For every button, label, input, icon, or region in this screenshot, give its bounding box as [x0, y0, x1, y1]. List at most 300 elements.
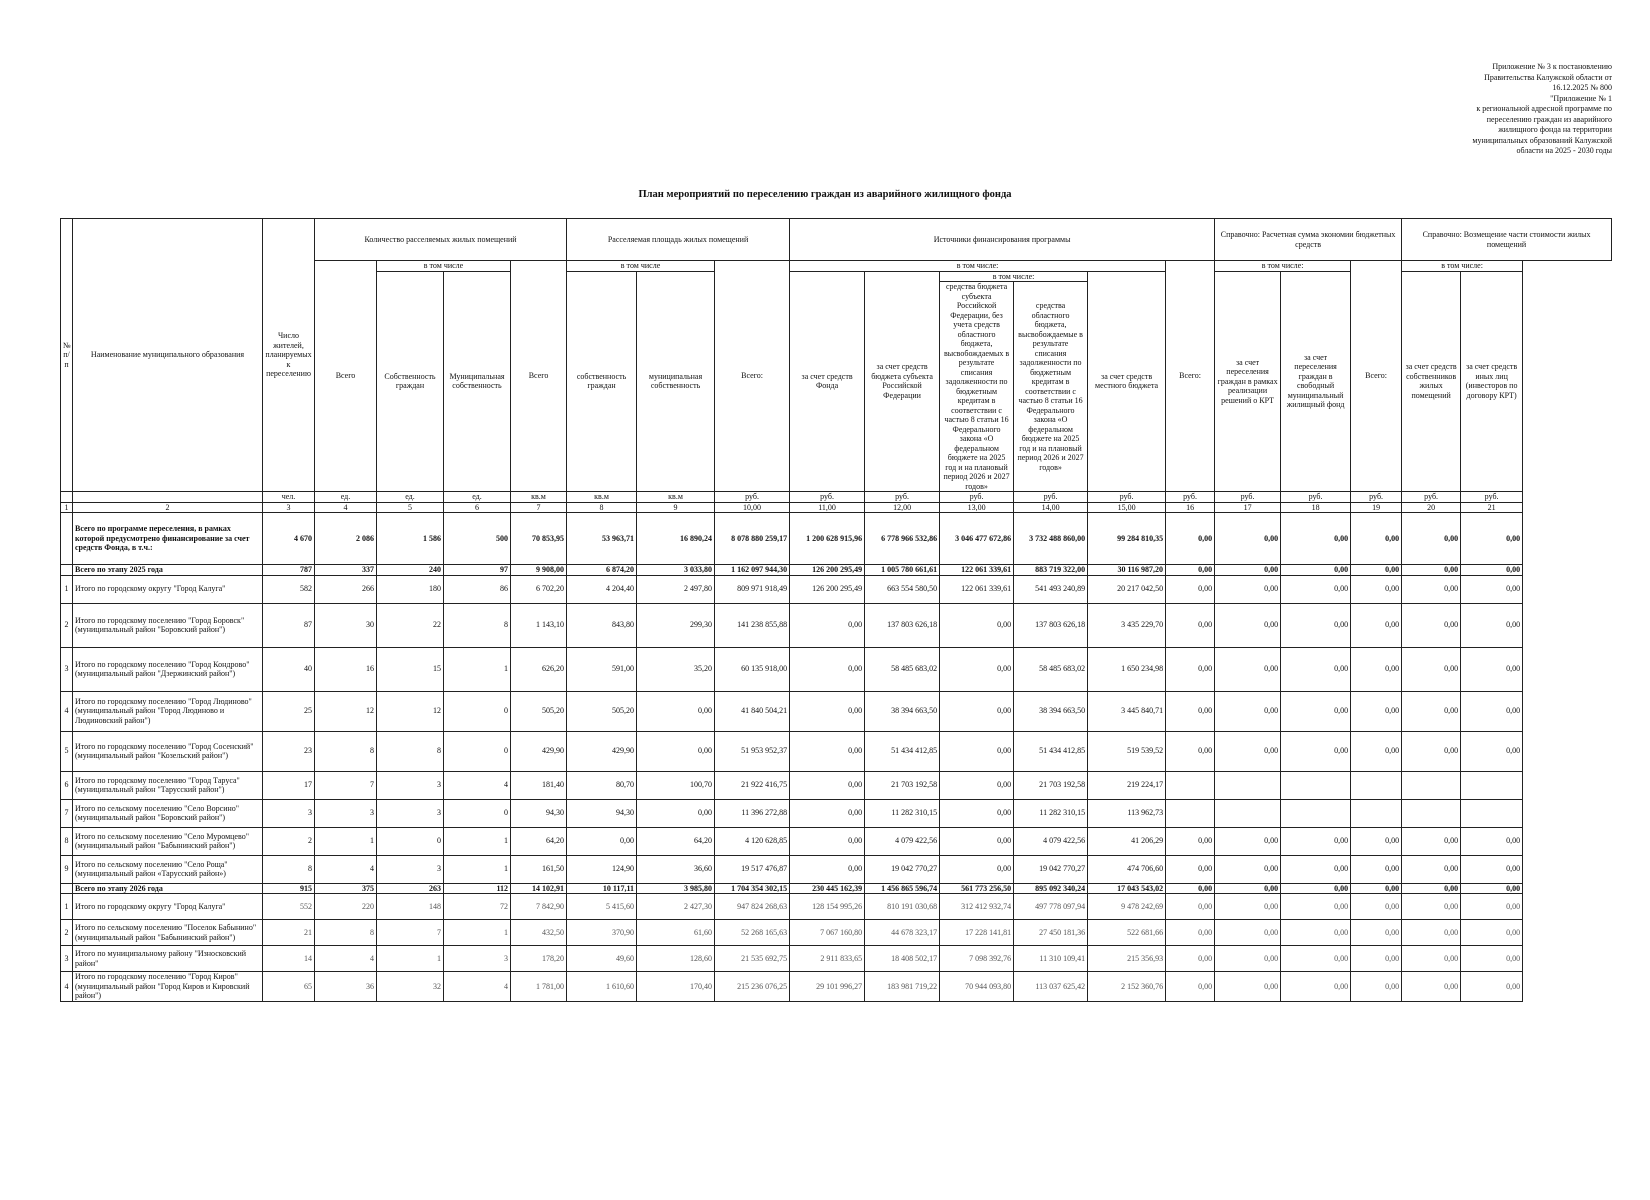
value-cell [1281, 799, 1351, 827]
row-number: 4 [61, 972, 73, 1002]
value-cell: 843,80 [567, 603, 637, 647]
value-cell: 1 143,10 [511, 603, 567, 647]
header-comp1: за счет средств собственников жилых помещений [1402, 271, 1461, 492]
unit-cell: руб. [865, 492, 940, 503]
value-cell: 4 [315, 855, 377, 883]
value-cell: 4 [444, 972, 511, 1002]
value-cell: 3 [444, 946, 511, 972]
value-cell: 3 435 229,70 [1088, 603, 1166, 647]
value-cell: 4 670 [263, 513, 315, 565]
table-row [61, 771, 1612, 799]
value-cell: 65 [263, 972, 315, 1002]
value-cell: 787 [263, 565, 315, 576]
header-fed-incl: в том числе: [940, 271, 1088, 282]
value-cell: 38 394 663,50 [865, 691, 940, 731]
value-cell: 51 434 412,85 [865, 731, 940, 771]
value-cell: 0,00 [1215, 972, 1281, 1002]
value-cell: 15 [377, 647, 444, 691]
value-cell: 1 781,00 [511, 972, 567, 1002]
value-cell [1351, 799, 1402, 827]
value-cell: 36 [315, 972, 377, 1002]
value-cell: 0,00 [1281, 894, 1351, 920]
table-row [61, 946, 1612, 972]
value-cell: 22 [377, 603, 444, 647]
value-cell: 4 079 422,56 [1014, 827, 1088, 855]
value-cell: 70 853,95 [511, 513, 567, 565]
appendix-line: к региональной адресной программе по [1476, 104, 1612, 113]
table-row [61, 799, 1612, 827]
unit-cell: руб. [1215, 492, 1281, 503]
value-cell: 4 [315, 946, 377, 972]
value-cell: 97 [444, 565, 511, 576]
header-qty-group: Количество расселяемых жилых помещений [315, 219, 567, 261]
unit-cell: ед. [444, 492, 511, 503]
value-cell: 60 135 918,00 [715, 647, 790, 691]
value-cell: 17 043 543,02 [1088, 883, 1166, 894]
appendix-line: жилищного фонда на территории [1498, 125, 1612, 134]
value-cell: 0 [444, 731, 511, 771]
value-cell: 122 061 339,61 [940, 565, 1014, 576]
column-number-cell: 2 [73, 502, 263, 513]
column-number-cell: 7 [511, 502, 567, 513]
value-cell: 9 908,00 [511, 565, 567, 576]
unit-cell: кв.м [637, 492, 715, 503]
value-cell: 8 [263, 855, 315, 883]
value-cell: 183 981 719,22 [865, 972, 940, 1002]
value-cell: 0,00 [1281, 731, 1351, 771]
value-cell: 0,00 [1215, 603, 1281, 647]
value-cell: 64,20 [637, 827, 715, 855]
value-cell: 0 [444, 691, 511, 731]
column-number-cell: 18 [1281, 502, 1351, 513]
municipality-name: Итого по городскому поселению "Город Сосенский" (муниципальный район "Козельский район") [73, 731, 263, 771]
header-comp-incl: в том числе: [1402, 261, 1523, 272]
value-cell: 1 005 780 661,61 [865, 565, 940, 576]
value-cell: 0,00 [1461, 972, 1523, 1002]
value-cell: 0,00 [1215, 691, 1281, 731]
header-fund: за счет средств Фонда [790, 271, 865, 492]
value-cell: 137 803 626,18 [865, 603, 940, 647]
value-cell: 8 [315, 920, 377, 946]
value-cell: 29 101 996,27 [790, 972, 865, 1002]
value-cell: 220 [315, 894, 377, 920]
header-qty-incl: в том числе [377, 261, 511, 272]
value-cell: 0,00 [1166, 647, 1215, 691]
value-cell: 0,00 [1281, 972, 1351, 1002]
header-residents: Число жителей, планируемых к переселению [263, 219, 315, 492]
value-cell: 0,00 [940, 855, 1014, 883]
value-cell: 0,00 [940, 691, 1014, 731]
row-number: 9 [61, 855, 73, 883]
value-cell: 94,30 [511, 799, 567, 827]
value-cell: 0,00 [1351, 691, 1402, 731]
value-cell: 0,00 [1215, 565, 1281, 576]
value-cell: 0,00 [940, 771, 1014, 799]
unit-cell: ед. [377, 492, 444, 503]
row-number: 1 [61, 894, 73, 920]
value-cell: 87 [263, 603, 315, 647]
value-cell [1166, 799, 1215, 827]
value-cell: 0,00 [790, 855, 865, 883]
value-cell: 14 [263, 946, 315, 972]
value-cell: 1 [377, 946, 444, 972]
table-row [61, 972, 1612, 1002]
value-cell: 2 911 833,65 [790, 946, 865, 972]
appendix-line: муниципальных образований Калужской [1472, 135, 1612, 145]
value-cell: 3 [377, 855, 444, 883]
table-row [61, 894, 1612, 920]
value-cell: 11 396 272,88 [715, 799, 790, 827]
header-municipal: Муниципальная собственность [444, 271, 511, 492]
value-cell: 663 554 580,50 [865, 575, 940, 603]
header-owned: Собственность граждан [377, 271, 444, 492]
municipality-name: Всего по этапу 2026 года [73, 883, 263, 894]
value-cell: 30 [315, 603, 377, 647]
value-cell: 19 517 476,87 [715, 855, 790, 883]
row-number: 2 [61, 603, 73, 647]
value-cell [1402, 799, 1461, 827]
appendix-line: Правительства Калужской области от [1484, 72, 1612, 82]
value-cell: 0,00 [1281, 920, 1351, 946]
units-cell [61, 492, 73, 503]
value-cell: 215 356,93 [1088, 946, 1166, 972]
value-cell: 582 [263, 575, 315, 603]
value-cell: 0 [377, 827, 444, 855]
value-cell: 429,90 [511, 731, 567, 771]
row-number: 3 [61, 946, 73, 972]
value-cell: 0,00 [1215, 575, 1281, 603]
value-cell: 3 445 840,71 [1088, 691, 1166, 731]
value-cell: 0,00 [1215, 647, 1281, 691]
value-cell: 0,00 [1351, 920, 1402, 946]
value-cell: 35,20 [637, 647, 715, 691]
value-cell: 161,50 [511, 855, 567, 883]
value-cell: 64,20 [511, 827, 567, 855]
value-cell: 181,40 [511, 771, 567, 799]
municipality-name: Итого по городскому поселению "Город Киров" (муниципальный район "Город Киров и Кировский район") [73, 972, 263, 1002]
value-cell: 0,00 [1461, 894, 1523, 920]
row-number: 6 [61, 771, 73, 799]
value-cell: 10 117,11 [567, 883, 637, 894]
value-cell: 0,00 [1215, 883, 1281, 894]
value-cell: 0,00 [1166, 575, 1215, 603]
header-econ2: за счет переселения граждан в свободный муниципальный жилищный фонд [1281, 271, 1351, 492]
value-cell: 0,00 [1166, 946, 1215, 972]
value-cell: 0,00 [1461, 691, 1523, 731]
unit-cell: кв.м [511, 492, 567, 503]
value-cell: 14 102,91 [511, 883, 567, 894]
value-cell: 1 [444, 647, 511, 691]
value-cell: 51 434 412,85 [1014, 731, 1088, 771]
value-cell: 505,20 [567, 691, 637, 731]
column-number-cell: 15,00 [1088, 502, 1166, 513]
value-cell: 0,00 [1166, 920, 1215, 946]
value-cell: 23 [263, 731, 315, 771]
value-cell: 36,60 [637, 855, 715, 883]
value-cell: 7 067 160,80 [790, 920, 865, 946]
value-cell: 8 078 880 259,17 [715, 513, 790, 565]
value-cell: 0,00 [790, 799, 865, 827]
value-cell: 0,00 [1461, 883, 1523, 894]
value-cell: 2 086 [315, 513, 377, 565]
table-row [61, 575, 1612, 603]
value-cell: 58 485 683,02 [1014, 647, 1088, 691]
value-cell: 522 681,66 [1088, 920, 1166, 946]
value-cell: 1 610,60 [567, 972, 637, 1002]
value-cell: 0,00 [1402, 691, 1461, 731]
column-number-cell: 12,00 [865, 502, 940, 513]
value-cell: 0,00 [1281, 855, 1351, 883]
value-cell: 113 962,73 [1088, 799, 1166, 827]
value-cell: 53 963,71 [567, 513, 637, 565]
unit-cell: руб. [790, 492, 865, 503]
value-cell: 58 485 683,02 [865, 647, 940, 691]
value-cell: 497 778 097,94 [1014, 894, 1088, 920]
value-cell: 0,00 [1461, 731, 1523, 771]
value-cell: 1 [444, 827, 511, 855]
value-cell: 180 [377, 575, 444, 603]
header-num: № п/п [61, 219, 73, 492]
value-cell: 12 [377, 691, 444, 731]
value-cell: 474 706,60 [1088, 855, 1166, 883]
resettlement-plan-table [60, 218, 1612, 1002]
value-cell: 0,00 [1215, 731, 1281, 771]
value-cell: 19 042 770,27 [1014, 855, 1088, 883]
municipality-name: Итого по городскому округу "Город Калуга" [73, 575, 263, 603]
value-cell: 70 944 093,80 [940, 972, 1014, 1002]
table-row [61, 691, 1612, 731]
column-number-cell: 19 [1351, 502, 1402, 513]
value-cell: 21 535 692,75 [715, 946, 790, 972]
header-fed-sub1: средства бюджета субъекта Российской Федерации, без учета средств областного бюджета, высвобождаемых в результате списания задолженности по бюджетным кредитам в соответствии с частью 8 статьи 16 Федерального закона «О федеральном бюджете на 2025 год и на плановый период 2026 и 2027 годов» [940, 282, 1014, 492]
value-cell: 915 [263, 883, 315, 894]
value-cell: 312 412 932,74 [940, 894, 1014, 920]
header-fin-group: Источники финансирования программы [790, 219, 1215, 261]
value-cell: 11 310 109,41 [1014, 946, 1088, 972]
value-cell: 0,00 [1351, 883, 1402, 894]
value-cell: 0,00 [1215, 513, 1281, 565]
value-cell: 21 703 192,58 [1014, 771, 1088, 799]
value-cell: 0,00 [1351, 894, 1402, 920]
municipality-name: Итого по городскому поселению "Город Боровск" (муниципальный район "Боровский район") [73, 603, 263, 647]
unit-cell: руб. [1166, 492, 1215, 503]
table-row [61, 647, 1612, 691]
value-cell: 370,90 [567, 920, 637, 946]
value-cell: 6 874,20 [567, 565, 637, 576]
value-cell: 432,50 [511, 920, 567, 946]
value-cell: 1 162 097 944,30 [715, 565, 790, 576]
value-cell: 429,90 [567, 731, 637, 771]
value-cell: 500 [444, 513, 511, 565]
value-cell: 100,70 [637, 771, 715, 799]
value-cell [1215, 771, 1281, 799]
value-cell: 4 204,40 [567, 575, 637, 603]
header-fin-total: Всего: [715, 261, 790, 492]
value-cell: 32 [377, 972, 444, 1002]
value-cell: 299,30 [637, 603, 715, 647]
column-number-cell: 1 [61, 502, 73, 513]
value-cell: 626,20 [511, 647, 567, 691]
column-number-cell: 11,00 [790, 502, 865, 513]
value-cell: 0,00 [1166, 731, 1215, 771]
value-cell: 0,00 [1166, 855, 1215, 883]
municipality-name: Итого по сельскому поселению "Село Роща" (муниципальный район «Тарусский район») [73, 855, 263, 883]
value-cell: 0,00 [1281, 691, 1351, 731]
header-econ-group: Справочно: Расчетная сумма экономии бюджетных средств [1215, 219, 1402, 261]
value-cell [1281, 771, 1351, 799]
value-cell: 0,00 [1166, 972, 1215, 1002]
value-cell: 16 [315, 647, 377, 691]
value-cell: 128,60 [637, 946, 715, 972]
value-cell: 0,00 [1461, 603, 1523, 647]
value-cell: 3 033,80 [637, 565, 715, 576]
header-econ-incl: в том числе: [1215, 261, 1351, 272]
table-row [61, 855, 1612, 883]
value-cell: 5 415,60 [567, 894, 637, 920]
value-cell [1351, 771, 1402, 799]
appendix-line: переселению граждан из аварийного [1486, 114, 1612, 124]
value-cell: 0,00 [790, 771, 865, 799]
value-cell: 21 922 416,75 [715, 771, 790, 799]
value-cell: 122 061 339,61 [940, 575, 1014, 603]
unit-cell: ед. [315, 492, 377, 503]
grand-total-row [61, 513, 1612, 565]
value-cell: 0 [444, 799, 511, 827]
column-number-cell: 5 [377, 502, 444, 513]
value-cell: 2 152 360,76 [1088, 972, 1166, 1002]
value-cell: 49,60 [567, 946, 637, 972]
header-comp-total: Всего: [1351, 261, 1402, 492]
value-cell: 0,00 [1281, 946, 1351, 972]
value-cell: 16 890,24 [637, 513, 715, 565]
value-cell: 0,00 [1461, 827, 1523, 855]
table-row [61, 603, 1612, 647]
value-cell: 41 840 504,21 [715, 691, 790, 731]
municipality-name: Итого по городскому округу "Город Калуга" [73, 894, 263, 920]
value-cell: 86 [444, 575, 511, 603]
value-cell: 7 [315, 771, 377, 799]
stage-total-row [61, 883, 1612, 894]
value-cell: 0,00 [1461, 920, 1523, 946]
value-cell: 230 445 162,39 [790, 883, 865, 894]
value-cell: 0,00 [1281, 827, 1351, 855]
value-cell: 0,00 [1215, 855, 1281, 883]
column-number-cell: 6 [444, 502, 511, 513]
municipality-name: Всего по программе переселения, в рамках которой предусмотрено финансирование за счет средств Фонда, в т.ч.: [73, 513, 263, 565]
table-row [61, 920, 1612, 946]
municipality-name: Итого по сельскому поселению "Поселок Бабынино" (муниципальный район "Бабынинский район") [73, 920, 263, 946]
value-cell: 30 116 987,20 [1088, 565, 1166, 576]
column-number-cell: 17 [1215, 502, 1281, 513]
value-cell: 3 985,80 [637, 883, 715, 894]
value-cell: 0,00 [1166, 827, 1215, 855]
value-cell: 20 217 042,50 [1088, 575, 1166, 603]
value-cell: 0,00 [790, 691, 865, 731]
value-cell: 4 079 422,56 [865, 827, 940, 855]
table-row [61, 827, 1612, 855]
value-cell: 0,00 [1281, 575, 1351, 603]
value-cell: 137 803 626,18 [1014, 603, 1088, 647]
column-number-cell: 3 [263, 502, 315, 513]
value-cell: 0,00 [637, 691, 715, 731]
value-cell: 3 [263, 799, 315, 827]
value-cell: 519 539,52 [1088, 731, 1166, 771]
value-cell: 3 [377, 771, 444, 799]
value-cell [1461, 771, 1523, 799]
value-cell: 72 [444, 894, 511, 920]
value-cell: 240 [377, 565, 444, 576]
column-number-cell: 8 [567, 502, 637, 513]
column-number-cell: 13,00 [940, 502, 1014, 513]
value-cell: 0,00 [1351, 731, 1402, 771]
value-cell: 1 [444, 855, 511, 883]
value-cell: 12 [315, 691, 377, 731]
value-cell: 6 702,20 [511, 575, 567, 603]
value-cell: 124,90 [567, 855, 637, 883]
value-cell: 1 650 234,98 [1088, 647, 1166, 691]
value-cell: 11 282 310,15 [865, 799, 940, 827]
value-cell: 0,00 [1215, 946, 1281, 972]
value-cell: 4 120 628,85 [715, 827, 790, 855]
value-cell: 505,20 [511, 691, 567, 731]
value-cell: 0,00 [1461, 946, 1523, 972]
document-title: План мероприятий по переселению граждан из аварийного жилищного фонда [638, 189, 1012, 200]
value-cell: 44 678 323,17 [865, 920, 940, 946]
row-number: 5 [61, 731, 73, 771]
value-cell: 375 [315, 883, 377, 894]
value-cell: 552 [263, 894, 315, 920]
value-cell: 0,00 [1281, 603, 1351, 647]
value-cell: 38 394 663,50 [1014, 691, 1088, 731]
value-cell: 1 [315, 827, 377, 855]
value-cell: 8 [377, 731, 444, 771]
value-cell: 11 282 310,15 [1014, 799, 1088, 827]
value-cell: 883 719 322,00 [1014, 565, 1088, 576]
value-cell: 2 [263, 827, 315, 855]
value-cell: 0,00 [1351, 946, 1402, 972]
column-number-cell: 21 [1461, 502, 1523, 513]
header-owned-area: собственность граждан [567, 271, 637, 492]
value-cell: 80,70 [567, 771, 637, 799]
header-fin-incl: в том числе: [790, 261, 1166, 272]
value-cell: 266 [315, 575, 377, 603]
value-cell: 2 497,80 [637, 575, 715, 603]
value-cell: 141 238 855,88 [715, 603, 790, 647]
value-cell: 0,00 [1402, 920, 1461, 946]
value-cell: 0,00 [1166, 603, 1215, 647]
value-cell: 0,00 [1402, 647, 1461, 691]
value-cell: 1 456 865 596,74 [865, 883, 940, 894]
row-number: 3 [61, 647, 73, 691]
row-number [61, 513, 73, 565]
value-cell: 810 191 030,68 [865, 894, 940, 920]
value-cell: 0,00 [1461, 565, 1523, 576]
value-cell: 0,00 [1351, 647, 1402, 691]
appendix-note [1402, 62, 1612, 157]
row-number: 1 [61, 575, 73, 603]
value-cell: 0,00 [1402, 827, 1461, 855]
value-cell: 0,00 [1402, 565, 1461, 576]
unit-cell: чел. [263, 492, 315, 503]
value-cell: 0,00 [940, 603, 1014, 647]
value-cell: 0,00 [1351, 565, 1402, 576]
value-cell: 0,00 [940, 731, 1014, 771]
row-number [61, 883, 73, 894]
value-cell: 1 704 354 302,15 [715, 883, 790, 894]
value-cell: 27 450 181,36 [1014, 920, 1088, 946]
value-cell: 215 236 076,25 [715, 972, 790, 1002]
header-area-group: Расселяемая площадь жилых помещений [567, 219, 790, 261]
